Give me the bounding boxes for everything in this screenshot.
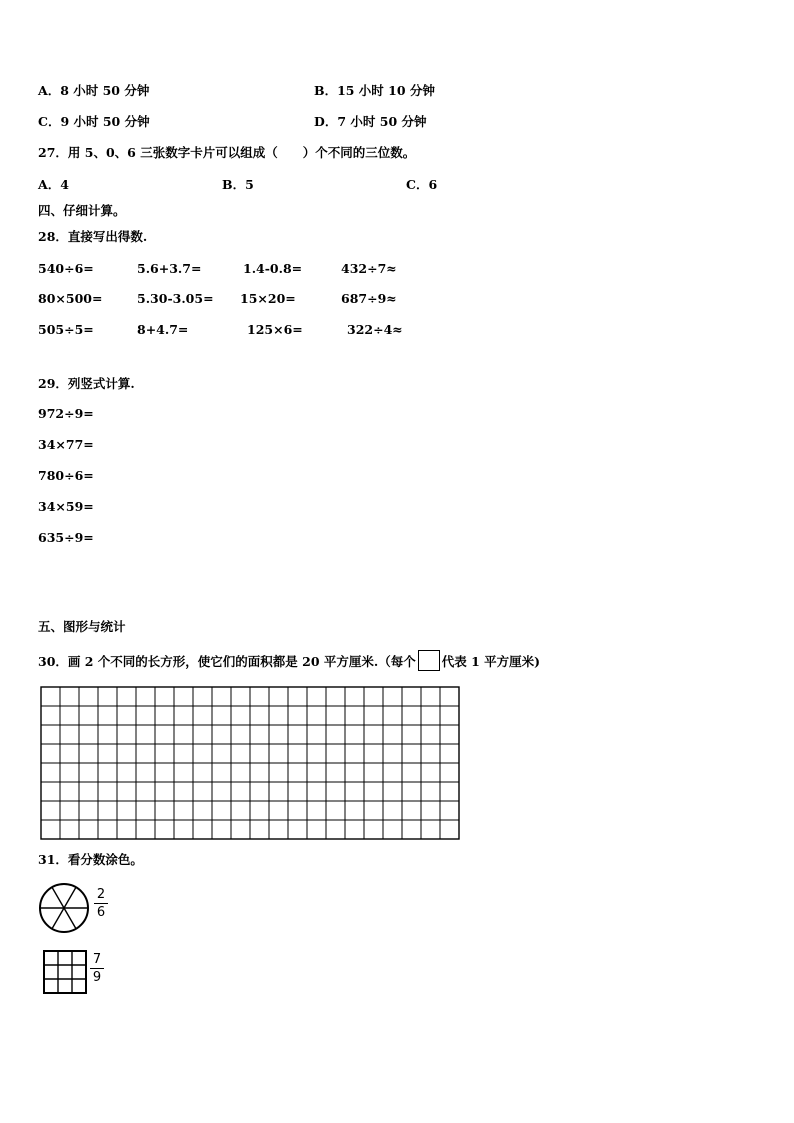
unit-square-icon	[418, 650, 440, 671]
q29-item: 780÷6=	[38, 468, 94, 483]
q27-option-a: A．4	[38, 177, 69, 192]
square-fraction-denominator: 9	[92, 970, 102, 985]
q29-item: 635÷9=	[38, 530, 94, 545]
q28-item: 322÷4≈	[347, 322, 403, 337]
q29-item: 34×59=	[38, 499, 94, 514]
square-fraction	[90, 952, 104, 985]
q28-item: 15×20=	[240, 291, 296, 306]
q28-stem: 28．直接写出得数.	[38, 229, 148, 244]
q28-item: 125×6=	[247, 322, 303, 337]
q27-stem: 27．用 5、0、6 三张数字卡片可以组成（ ）个不同的三位数。	[38, 145, 416, 160]
fraction-bar	[94, 903, 108, 904]
circle-sector-line	[64, 908, 76, 929]
circle-sector-line	[52, 887, 64, 908]
fraction-circle	[38, 881, 94, 935]
q31-stem: 31．看分数涂色。	[38, 852, 143, 867]
q26-option-b: B．15 小时 10 分钟	[314, 83, 435, 98]
circle-fraction-numerator: 2	[96, 887, 106, 902]
q26-option-d: D．7 小时 50 分钟	[314, 114, 427, 129]
q28-item: 5.6+3.7=	[137, 261, 202, 276]
q28-item: 8+4.7=	[137, 322, 189, 337]
circle-sector-line	[64, 887, 76, 908]
q28-item: 5.30-3.05=	[137, 291, 214, 306]
q30-stem-before: 30．画 2 个不同的长方形，使它们的面积都是 20 平方厘米.（每个	[38, 654, 416, 669]
q26-option-a: A．8 小时 50 分钟	[38, 83, 150, 98]
fraction-square-grid	[42, 949, 88, 995]
q28-item: 687÷9≈	[341, 291, 397, 306]
q28-item: 1.4-0.8=	[243, 261, 303, 276]
q30-stem	[38, 650, 540, 671]
q27-option-b: B．5	[222, 177, 254, 192]
q28-item: 80×500=	[38, 291, 103, 306]
square-grid	[40, 686, 460, 840]
q26-option-c: C．9 小时 50 分钟	[38, 114, 150, 129]
section4-title: 四、仔细计算。	[38, 203, 126, 218]
q28-item: 432÷7≈	[341, 261, 397, 276]
circle-sector-line	[52, 908, 64, 929]
square-fraction-numerator: 7	[92, 952, 102, 967]
section5-title: 五、图形与统计	[38, 619, 126, 634]
fraction-bar	[90, 968, 104, 969]
q30-stem-after: 代表 1 平方厘米)	[441, 654, 541, 669]
q27-option-c: C．6	[406, 177, 438, 192]
circle-fraction-denominator: 6	[96, 905, 106, 920]
square-outline	[44, 951, 86, 993]
q28-item: 540÷6=	[38, 261, 94, 276]
q29-item: 34×77=	[38, 437, 94, 452]
circle-fraction	[94, 887, 108, 920]
q29-stem: 29．列竖式计算.	[38, 376, 135, 391]
q28-item: 505÷5=	[38, 322, 94, 337]
q29-item: 972÷9=	[38, 406, 94, 421]
